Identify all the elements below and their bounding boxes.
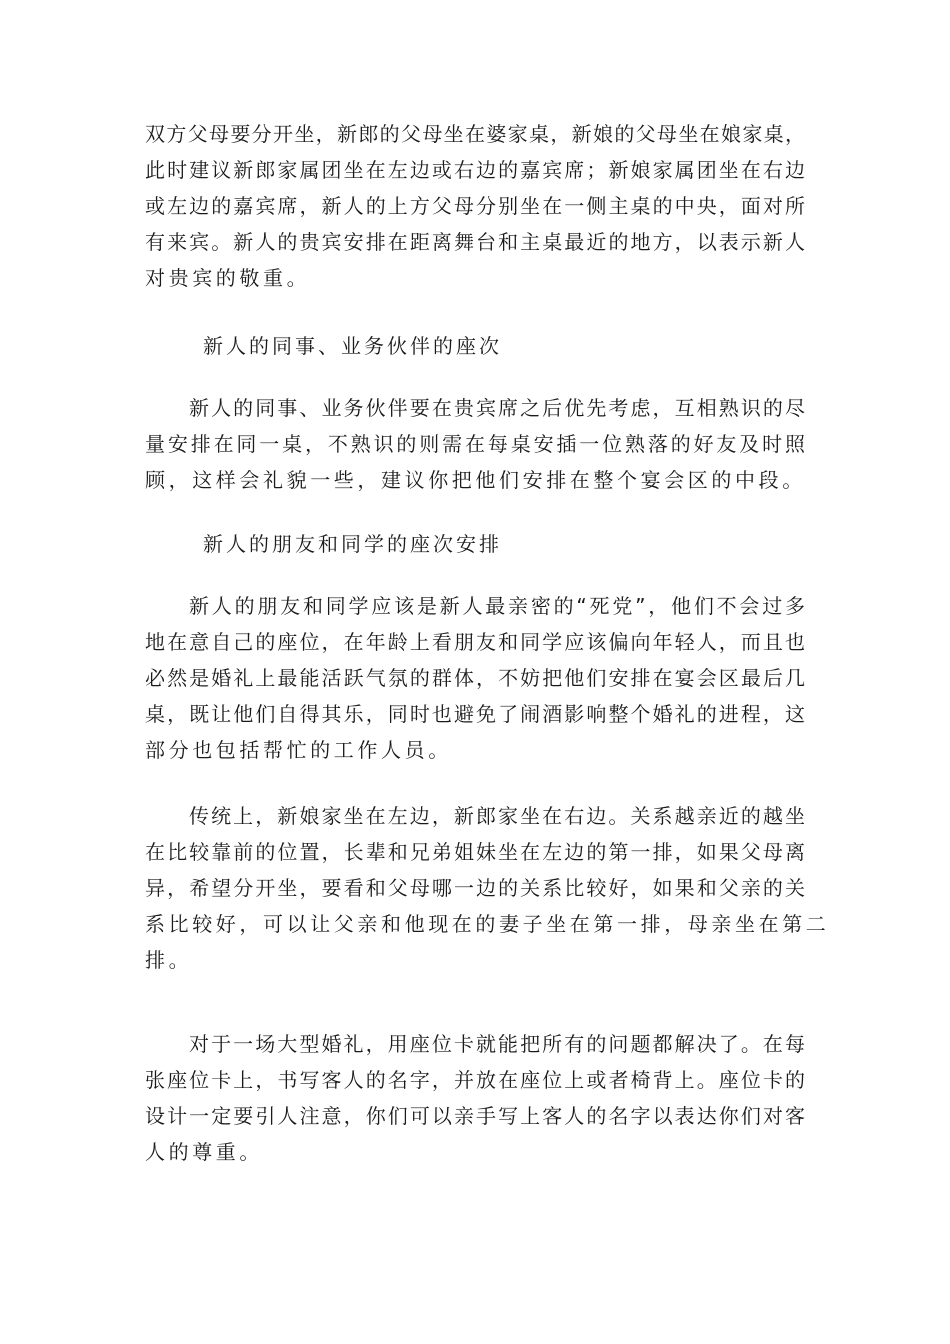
paragraph-1-line-4: 有来宾。新人的贵宾安排在距离舞台和主桌最近的地方，以表示新人 <box>145 230 805 254</box>
paragraph-2-line-3: 顾，这样会礼貌一些，建议你把他们安排在整个宴会区的中段。 <box>145 468 806 492</box>
paragraph-3-line-3: 必然是婚礼上最能活跃气氛的群体，不妨把他们安排在宴会区最后几 <box>145 666 805 690</box>
paragraph-5-line-1: 对于一场大型婚礼，用座位卡就能把所有的问题都解决了。在每 <box>189 1032 805 1056</box>
paragraph-3-line-2: 地在意自己的座位，在年龄上看朋友和同学应该偏向年轻人，而且也 <box>145 630 805 654</box>
paragraph-1-line-5: 对贵宾的敬重。 <box>145 266 311 290</box>
paragraph-5-line-2: 张座位卡上，书写客人的名字，并放在座位上或者椅背上。座位卡的 <box>145 1068 805 1092</box>
paragraph-1-line-3: 或左边的嘉宾席，新人的上方父母分别坐在一侧主桌的中央，面对所 <box>145 194 805 218</box>
paragraph-4-line-3: 异，希望分开坐，要看和父母哪一边的关系比较好，如果和父亲的关 <box>145 876 805 900</box>
paragraph-3-line-5: 部分也包括帮忙的工作人员。 <box>145 738 452 762</box>
paragraph-5-line-4: 人的尊重。 <box>145 1140 263 1164</box>
paragraph-2-line-2: 量安排在同一桌，不熟识的则需在每桌安插一位熟落的好友及时照 <box>145 432 805 456</box>
paragraph-1-line-2: 此时建议新郎家属团坐在左边或右边的嘉宾席；新娘家属团坐在右边 <box>145 158 805 182</box>
paragraph-4-line-1: 传统上，新娘家坐在左边，新郎家坐在右边。关系越亲近的越坐 <box>189 804 805 828</box>
paragraph-1-line-1: 双方父母要分开坐，新郎的父母坐在婆家桌，新娘的父母坐在娘家桌， <box>145 122 805 146</box>
paragraph-4-line-4: 系比较好，可以让父亲和他现在的妻子坐在第一排，母亲坐在第二 <box>145 912 830 936</box>
section-heading-friends: 新人的朋友和同学的座次安排 <box>203 532 502 556</box>
paragraph-2-line-1: 新人的同事、业务伙伴要在贵宾席之后优先考虑，互相熟识的尽 <box>189 396 805 420</box>
paragraph-4-line-5: 排。 <box>145 948 193 972</box>
paragraph-4-line-2: 在比较靠前的位置，长辈和兄弟姐妹坐在左边的第一排，如果父母离 <box>145 840 805 864</box>
paragraph-5-line-3: 设计一定要引人注意，你们可以亲手写上客人的名字以表达你们对客 <box>145 1104 805 1128</box>
paragraph-3-line-1: 新人的朋友和同学应该是新人最亲密的“死党”，他们不会过多 <box>189 594 805 618</box>
paragraph-3-line-4: 桌，既让他们自得其乐，同时也避免了闹酒影响整个婚礼的进程，这 <box>145 702 805 726</box>
section-heading-colleagues: 新人的同事、业务伙伴的座次 <box>203 334 502 358</box>
